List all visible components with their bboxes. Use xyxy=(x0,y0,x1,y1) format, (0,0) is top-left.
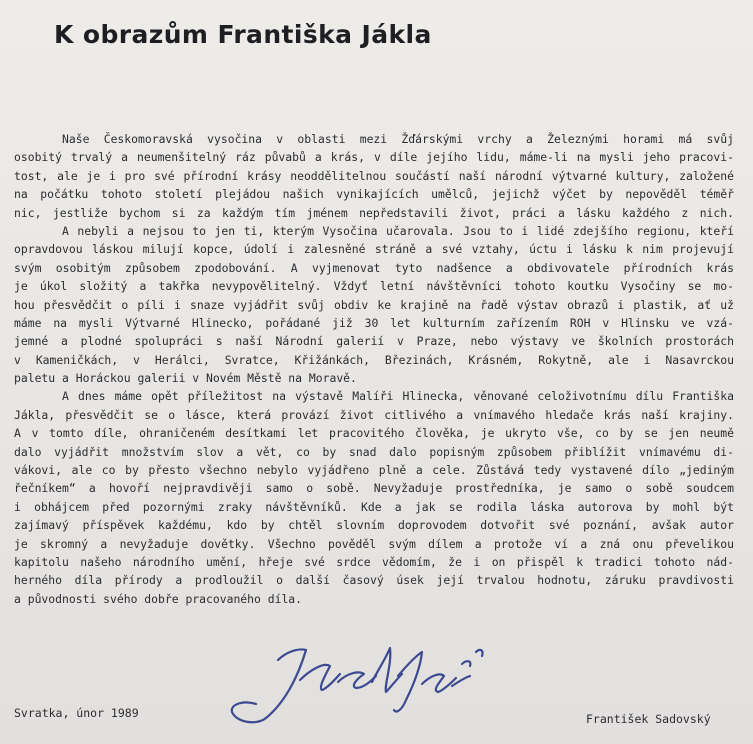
text-line: řečníkem“ a hovoří nejpravdivěji samo o sobě. Nevyžaduje prostředníka, je samo o sobě soudcem xyxy=(14,481,734,496)
text-line: nic, jestliže bychom si za každým tím jménem nepředstavili život, práci a lásku každého z nich. xyxy=(14,205,734,220)
text-line: Jákla, přesvědčit se o lásce, která provází život citlivého a vnímavého hledače krás naší krajiny. xyxy=(14,407,734,422)
text-line: v Kameničkách, v Herálci, Svratce, Křižánkách, Březinách, Krásném, Rokytně, ale i Nasavrckou xyxy=(14,352,734,367)
document-title: K obrazům Františka Jákla xyxy=(54,20,432,49)
text-line: je úkol složitý a takřka nevypovělitelný. Vždyť letní návštěvníci tohoto koutku Vysočiny se mo- xyxy=(14,279,734,294)
text-line: vákovi, ale co by přesto všechno nebylo vyjádřeno plně a cele. Zůstává tedy vystavené dílo „jediným xyxy=(14,463,734,478)
text-line: máme na mysli Výtvarné Hlinecko, pořádané již 30 let kulturním zařízením ROH v Hlinsku ve vzá- xyxy=(14,315,734,330)
text-line: svým osobitým způsobem zpodobování. A vyjmenovat tyto nadšence a obdivovatele přírodních krás xyxy=(14,260,734,275)
paragraph-1 xyxy=(14,130,734,222)
text-line: dalo vyjádřit množstvím slov a vět, co by snad dalo popisným způsobem přiblížit vnímavému di- xyxy=(14,444,734,459)
text-line: A v tomto díle, ohraničeném desítkami let pracovitého člověka, je ukryto vše, co by se jen neumě xyxy=(14,426,734,441)
handwritten-signature xyxy=(226,630,516,730)
document-body xyxy=(14,130,734,608)
text-line: osobitý trvalý a neumenšitelný ráz půvabů a krás, v díle jejího lidu, máme-li na mysli jeho pracovi- xyxy=(14,150,734,165)
text-line: opravdovou láskou milují kopce, údolí i zalesněné stráně a své vztahy, úctu i lásku k nim projevují xyxy=(14,242,734,257)
text-line: zajímavý příspěvek každému, kdo by chtěl slovním doprovodem dotvořit své poznání, avšak autor xyxy=(14,518,734,533)
text-line: kapitolu našeho národního umění, hřeje své srdce vědomím, že i on přispěl k tradici tohoto nád- xyxy=(14,554,734,569)
text-line: je skromný a nevyžaduje dovětky. Všechno pověděl svým dílem a protože ví a zná onu převelikou xyxy=(14,536,734,551)
text-line: i obhájcem před pozornými zraky návštěvníků. Kde a jak se rodila láska autorova by mohl být xyxy=(14,499,734,514)
text-line: na počátku tohoto století plejádou našich vynikajících umělců, jejichž výčet by nepověděl téměř xyxy=(14,187,734,202)
text-line: Naše Českomoravská vysočina v oblasti mezi Žďárskými vrchy a Železnými horami má svůj xyxy=(62,132,734,146)
text-line: jemné a plodné spolupráci s naší Národní galerií v Praze, nebo výstavy ve školních prostorách xyxy=(14,334,734,349)
text-line: hou přesvědčit o píli i snaze vyjádřit svůj obdiv ke krajině na řadě výstav obrazů i plastik, ať už xyxy=(14,297,734,312)
text-line: A dnes máme opět příležitost na výstavě Malíři Hlinecka, věnované celoživotnímu dílu Františka xyxy=(62,389,734,404)
text-line: paletu a Horáckou galerii v Novém Městě na Moravě. xyxy=(14,371,357,386)
text-line: herného díla přírody a prodloužil o další časový úsek její trvalou hodnotu, záruku pravdivosti xyxy=(14,573,734,588)
text-line: a původnosti svého dobře pracovaného díla. xyxy=(14,591,303,606)
text-line: tost, ale je i pro své přírodní krásy neoddělitelnou součástí naší národní výtvarné kultury, založené xyxy=(14,168,734,183)
author-name: František Sadovský xyxy=(586,712,711,726)
text-line: A nebyli a nejsou to jen ti, kterým Vysočina učarovala. Jsou to i lidé zdejšího regionu, kteří xyxy=(62,223,734,238)
place-date: Svratka, únor 1989 xyxy=(14,706,139,720)
paragraph-2 xyxy=(14,222,734,388)
paragraph-3 xyxy=(14,387,734,608)
